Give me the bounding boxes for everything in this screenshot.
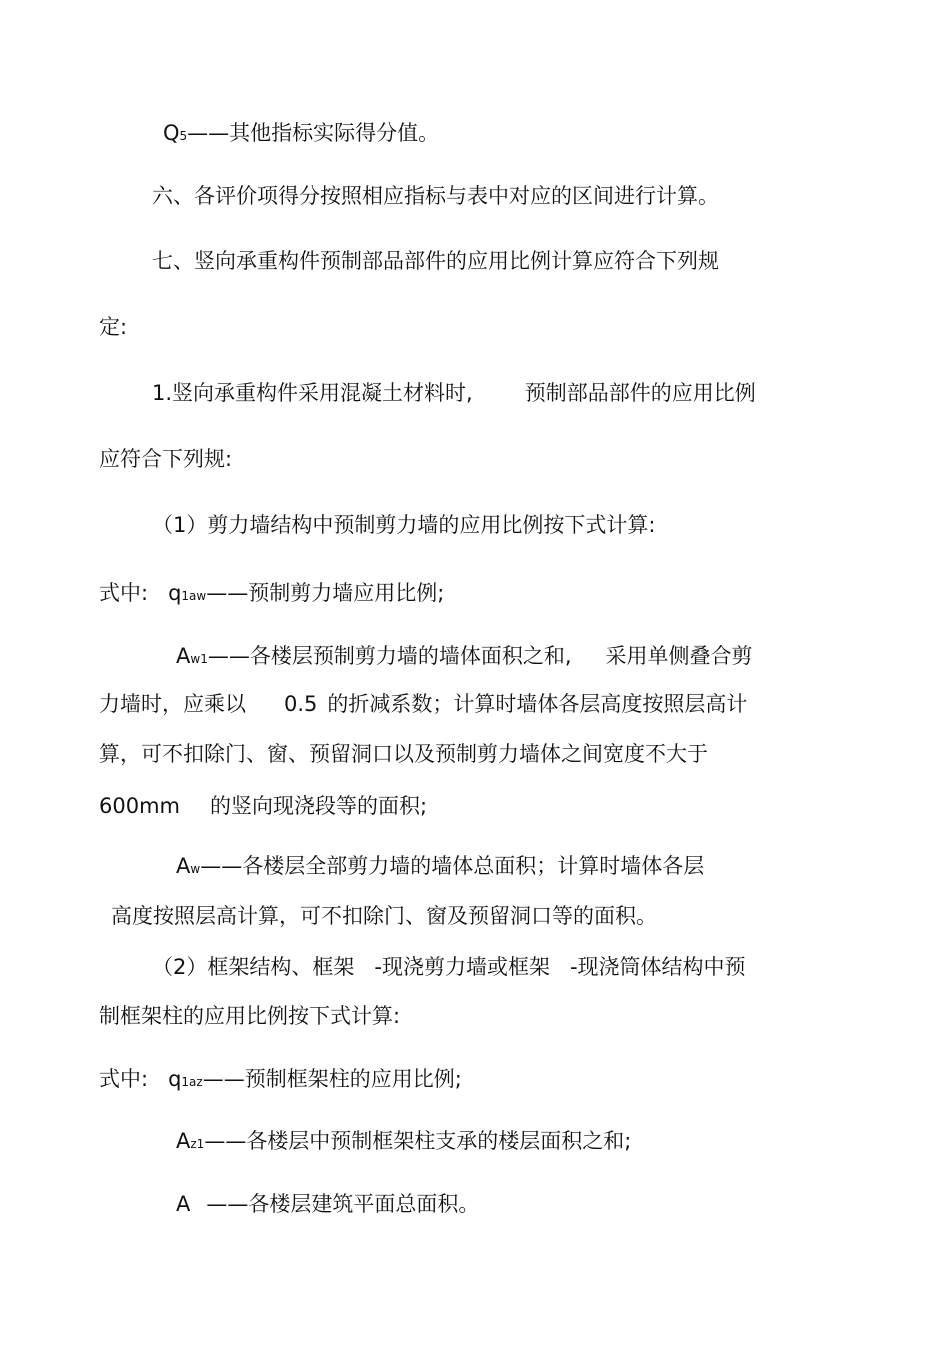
where-label-2: 式中: (99, 1067, 149, 1091)
section-6: 六、各评价项得分按照相应指标与表中对应的区间进行计算。 (152, 184, 719, 208)
item-1-line2: 应符合下列规: (99, 447, 233, 471)
aw-text: ——各楼层全部剪力墙的墙体总面积；计算时墙体各层 (200, 854, 705, 878)
q1az-text: ——预制框架柱的应用比例; (202, 1067, 462, 1091)
q5-text: ——其他指标实际得分值。 (187, 121, 440, 145)
paragraph-1-title: （1）剪力墙结构中预制剪力墙的应用比例按下式计算: (152, 513, 656, 537)
az1-definition (176, 1128, 631, 1157)
paragraph-1-where (99, 580, 444, 609)
q1az-subscript: 1az (181, 1075, 203, 1089)
aw1-line1 (176, 643, 753, 672)
q5-symbol: Q (163, 121, 180, 145)
paragraph-2-part1: （2）框架结构、框架 (152, 955, 355, 979)
aw1-line2-part2: 0.5 (284, 692, 318, 716)
item-1-part2: 预制部品部件的应用比例 (524, 381, 756, 405)
section-7-line2: 定: (99, 315, 128, 339)
aw-line1 (176, 853, 704, 882)
az1-text: ——各楼层中预制框架柱支承的楼层面积之和; (204, 1129, 632, 1153)
q1aw-symbol: q (168, 581, 182, 605)
aw-symbol: A (176, 854, 191, 878)
item-1-part1: 1.竖向承重构件采用混凝土材料时, (152, 381, 473, 405)
aw1-line4-part2: 的竖向现浇段等的面积; (210, 794, 428, 818)
q5-definition (163, 120, 439, 149)
aw1-line4-part1: 600mm (99, 794, 180, 818)
aw1-line4 (99, 793, 427, 819)
aw1-symbol: A (176, 644, 191, 668)
paragraph-2-where (99, 1066, 462, 1095)
a-symbol: A (176, 1192, 191, 1216)
aw-line2: 高度按照层高计算，可不扣除门、窗及预留洞口等的面积。 (111, 904, 657, 928)
az1-subscript: z1 (190, 1137, 205, 1151)
paragraph-2-line1 (152, 954, 746, 980)
q1aw-subscript: 1aw (181, 589, 207, 603)
aw1-text2: 采用单侧叠合剪 (605, 644, 753, 668)
q1az-symbol: q (168, 1067, 182, 1091)
a-text: ——各楼层建筑平面总面积。 (206, 1192, 480, 1216)
paragraph-2-part2: -现浇剪力墙或框架 (374, 955, 550, 979)
aw1-subscript: w1 (190, 652, 208, 666)
aw1-line2-part3: 的折减系数；计算时墙体各层高度按照层高计 (327, 692, 748, 716)
aw1-text1: ——各楼层预制剪力墙的墙体面积之和, (207, 644, 572, 668)
where-label: 式中: (99, 581, 149, 605)
q1aw-text: ——预制剪力墙应用比例; (206, 581, 445, 605)
aw1-line2 (99, 691, 747, 717)
paragraph-2-line2: 制框架柱的应用比例按下式计算: (99, 1004, 401, 1028)
aw-subscript: w (190, 862, 201, 876)
item-1-line1 (152, 380, 756, 406)
aw1-line2-part1: 力墙时，应乘以 (99, 692, 246, 716)
a-total-definition (176, 1191, 479, 1217)
paragraph-2-part3: -现浇筒体结构中预 (569, 955, 746, 979)
az1-symbol: A (176, 1129, 191, 1153)
aw1-line3: 算，可不扣除门、窗、预留洞口以及预制剪力墙体之间宽度不大于 (99, 742, 708, 766)
q5-subscript: 5 (179, 129, 188, 143)
section-7-line1: 七、竖向承重构件预制部品部件的应用比例计算应符合下列规 (152, 249, 719, 273)
